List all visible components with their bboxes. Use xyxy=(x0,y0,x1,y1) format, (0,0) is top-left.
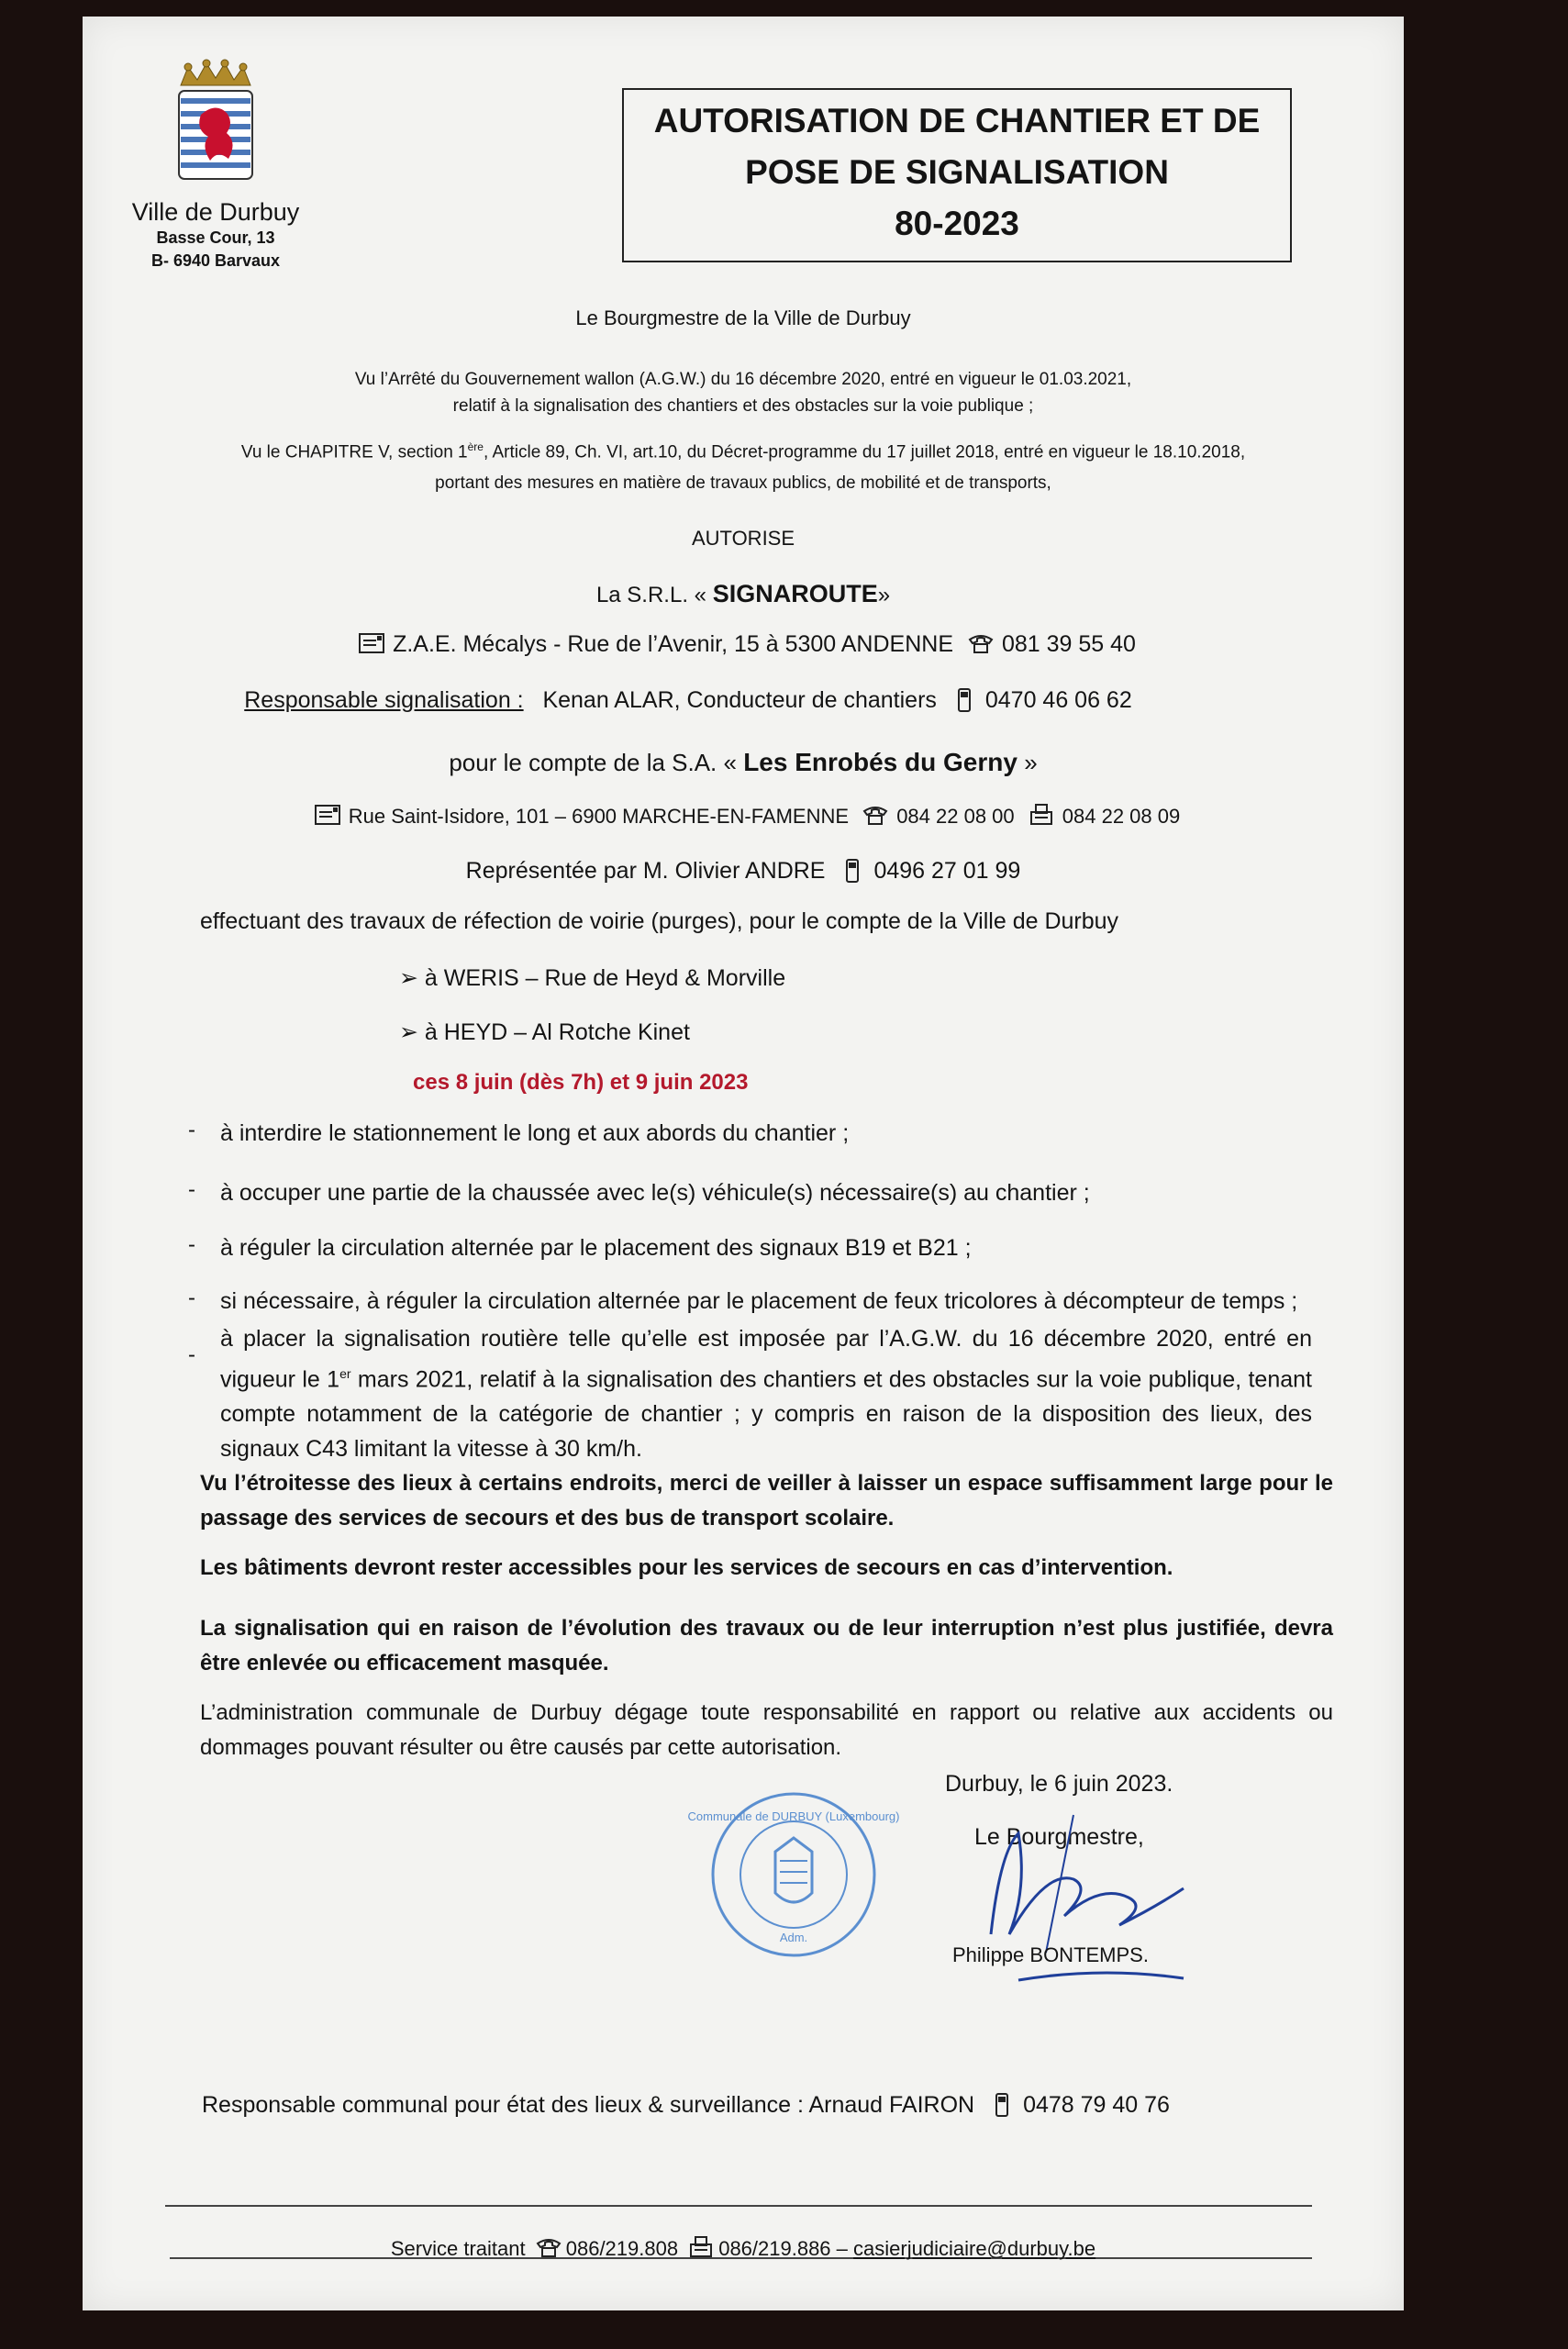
footer-service-label: Service traitant xyxy=(390,2237,526,2260)
condition-5 xyxy=(220,1321,1312,1466)
paragraph-narrow-access: Vu l’étroitesse des lieux à certains endroits, merci de veiller à laisser un espace suffisamment large pour le passage des services de secours et des bus de transport scolaire. xyxy=(200,1471,1333,1531)
company-contact-line xyxy=(83,631,1404,658)
seal-text-top: Communale de DURBUY (Luxembourg) xyxy=(687,1809,900,1823)
footer-service-phone: 086/219.808 xyxy=(565,2237,679,2260)
seal-text-bottom: Adm. xyxy=(779,1931,808,1944)
title-line2: POSE DE SIGNALISATION xyxy=(745,153,1169,191)
phone-icon xyxy=(535,2235,562,2259)
municipal-seal-stamp xyxy=(687,1787,900,1962)
condition-1: à interdire le stationnement le long et aux abords du chantier ; xyxy=(220,1120,850,1146)
title-line1: AUTORISATION DE CHANTIER ET DE xyxy=(653,102,1261,139)
paragraph-liability: L’administration communale de Durbuy dégage toute responsabilité en rapport ou relative aux accidents ou dommages pouvant résulter ou être causés par cette autorisation. xyxy=(200,1700,1333,1760)
footer-responsible-line xyxy=(202,2088,1170,2120)
autorise-heading: AUTORISE xyxy=(691,527,795,550)
client-contact-line xyxy=(83,803,1404,829)
vu1-line1: Vu l’Arrêté du Gouvernement wallon (A.G.W.) du 16 décembre 2020, entré en vigueur le 01.03.2021, xyxy=(354,370,1132,389)
works-description: effectuant des travaux de réfection de voirie (purges), pour le compte de la Ville de Durbuy xyxy=(200,908,1119,934)
resp-label: Responsable signalisation : xyxy=(244,687,524,713)
condition-5-a: à placer la signalisation routière telle qu’elle est imposée par l’A.G.W. du 16 décembre 2020, entré en vigueur le 1 xyxy=(220,1326,1312,1393)
vu2-line1-a: Vu le CHAPITRE V, section 1 xyxy=(240,442,468,462)
client-line xyxy=(83,748,1404,777)
mail-icon xyxy=(358,631,385,655)
company-phone: 081 39 55 40 xyxy=(1001,631,1136,657)
representative-line xyxy=(83,854,1404,885)
bullet-dash: - xyxy=(188,1118,195,1142)
vu2-line1 xyxy=(83,440,1404,462)
client-suffix: » xyxy=(1024,749,1038,776)
durbuy-crest-logo xyxy=(170,58,261,186)
footer-responsible: Responsable communal pour état des lieux & surveillance : Arnaud FAIRON xyxy=(202,2092,975,2118)
signature-place-date: Durbuy, le 6 juin 2023. xyxy=(945,1771,1173,1797)
mobile-phone-icon xyxy=(988,2088,1016,2120)
paragraph-building-access: Les bâtiments devront rester accessibles pour les services de secours en cas d’intervention. xyxy=(200,1555,1173,1580)
document-title-box xyxy=(622,88,1292,262)
company-address: Z.A.E. Mécalys - Rue de l’Avenir, 15 à 5300 ANDENNE xyxy=(393,631,953,657)
town-header xyxy=(119,58,312,273)
client-name: Les Enrobés du Gerny xyxy=(743,748,1018,776)
issuer: Le Bourgmestre de la Ville de Durbuy xyxy=(575,306,911,329)
company-line xyxy=(83,580,1404,608)
resp-mobile: 0470 46 06 62 xyxy=(984,687,1132,713)
vu2-line2: portant des mesures en matière de travaux publics, de mobilité et de transports, xyxy=(435,473,1051,493)
client-address: Rue Saint-Isidore, 101 – 6900 MARCHE-EN-FAMENNE xyxy=(348,805,850,828)
fax-icon xyxy=(687,2235,715,2259)
mobile-phone-icon xyxy=(951,684,978,715)
work-dates: ces 8 juin (dès 7h) et 9 juin 2023 xyxy=(413,1070,749,1095)
condition-4: si nécessaire, à réguler la circulation alternée par le placement de feux tricolores à décompteur de temps ; xyxy=(220,1288,1298,1314)
town-name: Ville de Durbuy xyxy=(131,198,300,226)
title-number: 80-2023 xyxy=(895,205,1019,242)
mail-icon xyxy=(314,803,341,827)
resp-name: Kenan ALAR, Conducteur de chantiers xyxy=(542,687,937,713)
resp-line xyxy=(28,684,1349,715)
paragraph-signage-removal: La signalisation qui en raison de l’évolution des travaux ou de leur interruption n’est plus justifiée, devra être enlevée ou efficacement masquée. xyxy=(200,1616,1333,1675)
mobile-phone-icon xyxy=(839,854,866,885)
company-suffix: » xyxy=(877,583,891,607)
bullet-dash: - xyxy=(188,1232,195,1257)
representative-text: Représentée par M. Olivier ANDRE xyxy=(465,858,826,884)
company-prefix: La S.R.L. « xyxy=(595,583,707,607)
handwritten-signature xyxy=(963,1797,1239,2008)
vu2-superscript: ère xyxy=(467,440,484,453)
location-weris: ➢ à WERIS – Rue de Heyd & Morville xyxy=(399,965,786,991)
signature-role: Le Bourgmestre, xyxy=(974,1824,1144,1850)
phone-icon xyxy=(862,803,889,827)
condition-5-b: mars 2021, relatif à la signalisation des chantiers et des obstacles sur la voie publique, tenant compte notamment de la catégorie de chantier ; y compris en raison de la disposition des lieux, des signaux C43 limitant la vitesse à 30 km/h. xyxy=(220,1366,1312,1463)
footer-separator: – xyxy=(836,2237,848,2260)
fax-icon xyxy=(1028,803,1055,827)
bullet-dash: - xyxy=(188,1177,195,1202)
condition-3: à réguler la circulation alternée par le placement des signaux B19 et B21 ; xyxy=(220,1235,972,1261)
bullet-dash: - xyxy=(188,1286,195,1310)
client-prefix: pour le compte de la S.A. « xyxy=(449,749,737,776)
signatory-name: Philippe BONTEMPS. xyxy=(952,1943,1149,1966)
representative-mobile: 0496 27 01 99 xyxy=(873,858,1021,884)
condition-5-superscript: er xyxy=(339,1366,351,1381)
company-name: SIGNAROUTE xyxy=(712,580,878,607)
bullet-dash: - xyxy=(188,1342,195,1367)
condition-2: à occuper une partie de la chaussée avec le(s) véhicule(s) nécessaire(s) au chantier ; xyxy=(220,1180,1090,1206)
town-address-line2: B- 6940 Barvaux xyxy=(150,251,281,270)
town-address-line1: Basse Cour, 13 xyxy=(156,228,275,247)
vu2-line1-b: , Article 89, Ch. VI, art.10, du Décret-programme du 17 juillet 2018, entré en vigueur le 18.10.2018, xyxy=(483,442,1246,462)
footer-service-line xyxy=(83,2235,1404,2261)
phone-icon xyxy=(967,631,995,655)
footer-responsible-mobile: 0478 79 40 76 xyxy=(1023,2092,1170,2118)
footer-divider xyxy=(165,2205,1312,2207)
location-heyd: ➢ à HEYD – Al Rotche Kinet xyxy=(399,1019,690,1045)
footer-service-fax: 086/219.886 xyxy=(718,2237,831,2260)
client-phone: 084 22 08 00 xyxy=(896,805,1015,828)
footer-service-email-link[interactable]: casierjudiciaire@durbuy.be xyxy=(853,2237,1096,2260)
client-fax: 084 22 08 09 xyxy=(1062,805,1181,828)
document-sheet xyxy=(83,17,1404,2310)
vu1-line2: relatif à la signalisation des chantiers et des obstacles sur la voie publique ; xyxy=(452,396,1034,416)
